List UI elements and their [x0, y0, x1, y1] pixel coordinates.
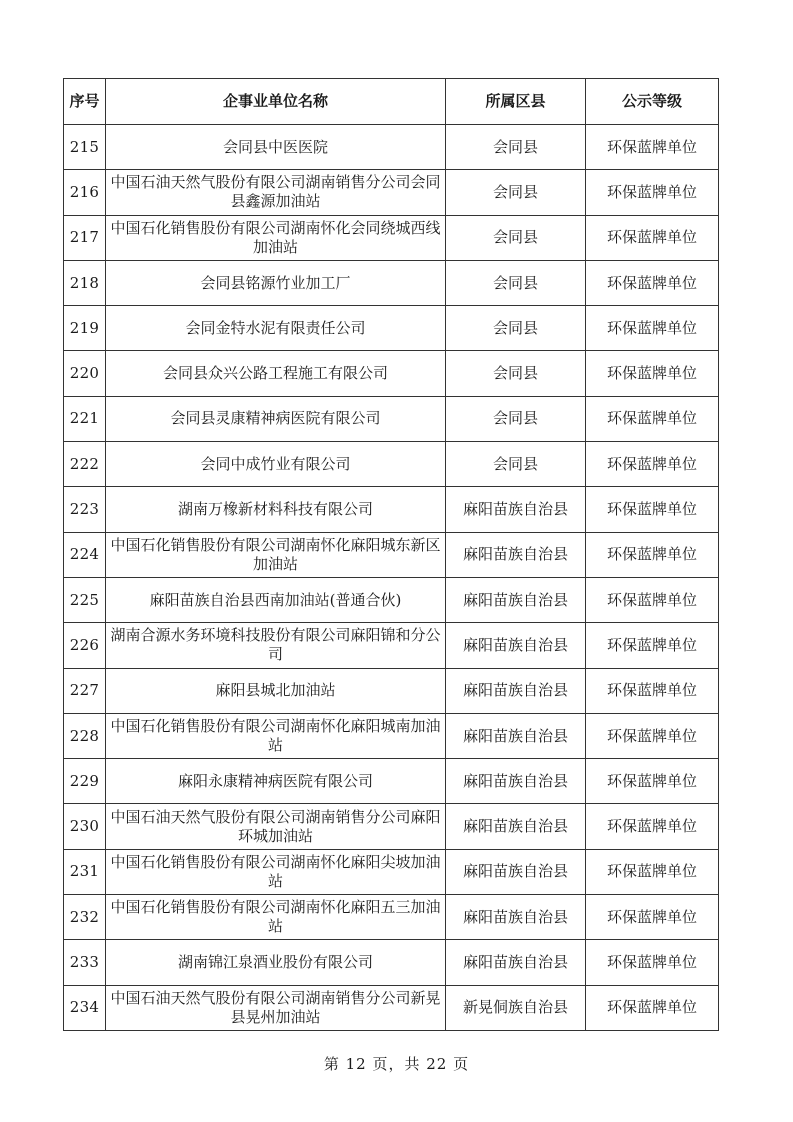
row-number: 219 [64, 306, 106, 351]
row-enterprise-name: 中国石油天然气股份有限公司湖南销售分公司麻阳环城加油站 [106, 804, 446, 849]
row-level: 环保蓝牌单位 [586, 759, 719, 804]
row-district: 会同县 [446, 306, 586, 351]
row-number: 230 [64, 804, 106, 849]
table-row [64, 668, 719, 713]
row-level: 环保蓝牌单位 [586, 260, 719, 305]
row-level: 环保蓝牌单位 [586, 532, 719, 577]
row-district: 麻阳苗族自治县 [446, 713, 586, 758]
row-district: 会同县 [446, 260, 586, 305]
row-district: 新晃侗族自治县 [446, 985, 586, 1030]
table-row [64, 125, 719, 170]
row-number: 217 [64, 215, 106, 260]
row-number: 218 [64, 260, 106, 305]
row-district: 麻阳苗族自治县 [446, 668, 586, 713]
table-row [64, 215, 719, 260]
table-row [64, 442, 719, 487]
table-row [64, 351, 719, 396]
row-enterprise-name: 中国石化销售股份有限公司湖南怀化会同绕城西线加油站 [106, 215, 446, 260]
row-district: 会同县 [446, 170, 586, 215]
row-level: 环保蓝牌单位 [586, 125, 719, 170]
row-level: 环保蓝牌单位 [586, 623, 719, 668]
table-row [64, 985, 719, 1030]
table-row [64, 487, 719, 532]
table-row [64, 306, 719, 351]
row-number: 225 [64, 577, 106, 622]
row-number: 233 [64, 940, 106, 985]
row-number: 234 [64, 985, 106, 1030]
row-enterprise-name: 中国石化销售股份有限公司湖南怀化麻阳城东新区加油站 [106, 532, 446, 577]
row-level: 环保蓝牌单位 [586, 577, 719, 622]
row-enterprise-name: 会同县铭源竹业加工厂 [106, 260, 446, 305]
row-district: 会同县 [446, 396, 586, 441]
row-enterprise-name: 会同县中医医院 [106, 125, 446, 170]
row-number: 221 [64, 396, 106, 441]
row-district: 会同县 [446, 125, 586, 170]
table-row [64, 396, 719, 441]
row-enterprise-name: 中国石化销售股份有限公司湖南怀化麻阳五三加油站 [106, 895, 446, 940]
row-district: 会同县 [446, 442, 586, 487]
row-level: 环保蓝牌单位 [586, 804, 719, 849]
row-district: 麻阳苗族自治县 [446, 940, 586, 985]
row-district: 麻阳苗族自治县 [446, 804, 586, 849]
table-row [64, 713, 719, 758]
row-level: 环保蓝牌单位 [586, 396, 719, 441]
row-district: 麻阳苗族自治县 [446, 895, 586, 940]
row-number: 231 [64, 849, 106, 894]
row-enterprise-name: 湖南万橡新材料科技有限公司 [106, 487, 446, 532]
row-number: 226 [64, 623, 106, 668]
row-level: 环保蓝牌单位 [586, 306, 719, 351]
row-enterprise-name: 麻阳苗族自治县西南加油站(普通合伙) [106, 577, 446, 622]
row-district: 麻阳苗族自治县 [446, 759, 586, 804]
row-number: 227 [64, 668, 106, 713]
table-row [64, 849, 719, 894]
row-district: 麻阳苗族自治县 [446, 487, 586, 532]
header-district: 所属区县 [446, 79, 586, 125]
row-level: 环保蓝牌单位 [586, 985, 719, 1030]
row-enterprise-name: 麻阳永康精神病医院有限公司 [106, 759, 446, 804]
row-number: 222 [64, 442, 106, 487]
row-level: 环保蓝牌单位 [586, 849, 719, 894]
row-level: 环保蓝牌单位 [586, 668, 719, 713]
table-row [64, 895, 719, 940]
row-level: 环保蓝牌单位 [586, 895, 719, 940]
row-enterprise-name: 中国石油天然气股份有限公司湖南销售分公司会同县鑫源加油站 [106, 170, 446, 215]
table-row [64, 759, 719, 804]
row-district: 麻阳苗族自治县 [446, 849, 586, 894]
row-district: 麻阳苗族自治县 [446, 623, 586, 668]
row-number: 224 [64, 532, 106, 577]
table-row [64, 577, 719, 622]
row-level: 环保蓝牌单位 [586, 351, 719, 396]
row-district: 麻阳苗族自治县 [446, 577, 586, 622]
table-row [64, 804, 719, 849]
row-enterprise-name: 会同金特水泥有限责任公司 [106, 306, 446, 351]
row-enterprise-name: 麻阳县城北加油站 [106, 668, 446, 713]
row-number: 220 [64, 351, 106, 396]
row-district: 会同县 [446, 215, 586, 260]
row-level: 环保蓝牌单位 [586, 215, 719, 260]
row-enterprise-name: 中国石化销售股份有限公司湖南怀化麻阳尖坡加油站 [106, 849, 446, 894]
row-number: 216 [64, 170, 106, 215]
row-number: 229 [64, 759, 106, 804]
row-level: 环保蓝牌单位 [586, 170, 719, 215]
row-enterprise-name: 中国石油天然气股份有限公司湖南销售分公司新晃县晃州加油站 [106, 985, 446, 1030]
row-enterprise-name: 会同中成竹业有限公司 [106, 442, 446, 487]
row-level: 环保蓝牌单位 [586, 713, 719, 758]
table-row [64, 532, 719, 577]
table-body [64, 125, 719, 1031]
row-district: 会同县 [446, 351, 586, 396]
row-level: 环保蓝牌单位 [586, 442, 719, 487]
row-district: 麻阳苗族自治县 [446, 532, 586, 577]
row-enterprise-name: 湖南合源水务环境科技股份有限公司麻阳锦和分公司 [106, 623, 446, 668]
row-number: 215 [64, 125, 106, 170]
header-no: 序号 [64, 79, 106, 125]
page-number: 第 12 页，共 22 页 [323, 1055, 470, 1073]
table-header-row [64, 79, 719, 125]
enterprise-table [63, 78, 719, 1031]
table-row [64, 623, 719, 668]
row-number: 228 [64, 713, 106, 758]
table-row [64, 170, 719, 215]
header-level: 公示等级 [586, 79, 719, 125]
row-number: 232 [64, 895, 106, 940]
row-level: 环保蓝牌单位 [586, 487, 719, 532]
header-name: 企事业单位名称 [106, 79, 446, 125]
table-row [64, 940, 719, 985]
row-enterprise-name: 中国石化销售股份有限公司湖南怀化麻阳城南加油站 [106, 713, 446, 758]
row-enterprise-name: 湖南锦江泉酒业股份有限公司 [106, 940, 446, 985]
row-enterprise-name: 会同县众兴公路工程施工有限公司 [106, 351, 446, 396]
row-level: 环保蓝牌单位 [586, 940, 719, 985]
row-enterprise-name: 会同县灵康精神病医院有限公司 [106, 396, 446, 441]
row-number: 223 [64, 487, 106, 532]
table-row [64, 260, 719, 305]
